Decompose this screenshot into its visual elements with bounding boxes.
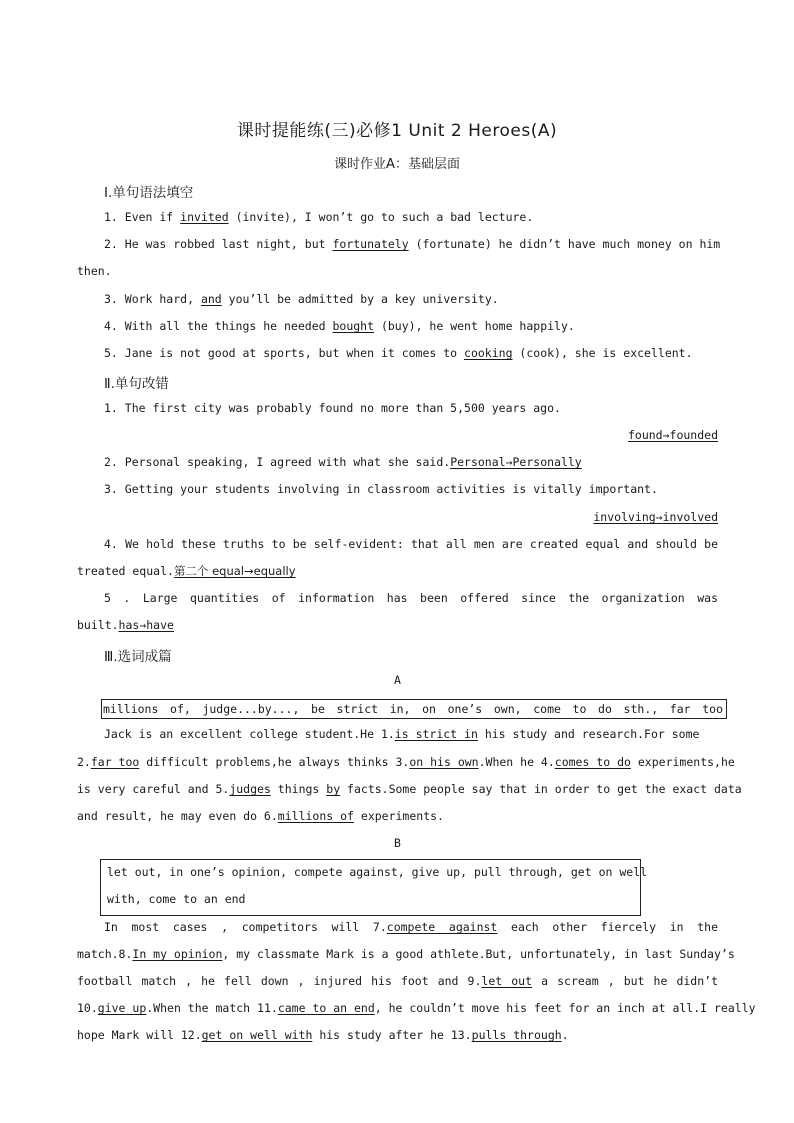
part-a-label: A [394, 673, 401, 687]
s2-item-2: 2. Personal speaking, I agreed with what she said.Personal→Personally [104, 455, 582, 469]
part-b-word-list-1: let out, in one’s opinion, compete against, give up, pull through, get on well [107, 865, 648, 879]
part-b-word-box [100, 859, 648, 916]
part-b-line-3: football match , he fell down , injured his foot and 9.let out a scream , but he didn’t [77, 974, 718, 988]
part-a-word-box [101, 699, 727, 719]
part-a-word-list: millions of, judge...by..., be strict in, on one’s own, come to do sth., far too [103, 702, 723, 716]
s1-item-3: 3. Work hard, and you’ll be admitted by a key university. [104, 292, 499, 306]
s1-item-4: 4. With all the things he needed bought (buy), he went home happily. [104, 319, 575, 333]
part-b-line-5: hope Mark will 12.get on well with his study after he 13.pulls through. [77, 1028, 569, 1042]
page-subtitle: 课时作业A：基础层面 [334, 157, 460, 172]
s1-item-1: 1. Even if invited (invite), I won’t go to such a bad lecture. [104, 210, 534, 224]
part-a-line-4: and result, he may even do 6.millions of experiments. [77, 809, 444, 823]
part-b-label: B [394, 836, 401, 850]
s1-item-2: 2. He was robbed last night, but fortunately (fortunate) he didn’t have much money on him [104, 237, 721, 251]
answer: fortunately [332, 237, 409, 251]
s2-item-1-answer: found→founded [627, 428, 718, 442]
answer: 第二个 equal→equally [173, 564, 296, 578]
part-a-line-2: 2.far too difficult problems,he always thinks 3.on his own.When he 4.comes to do experiments,he [77, 755, 735, 769]
part-a-line-1: Jack is an excellent college student.He 1.is strict in his study and research.For some [104, 727, 700, 741]
answer: and [200, 292, 222, 306]
section1-heading: Ⅰ.单句语法填空 [104, 185, 194, 201]
section2-heading: Ⅱ.单句改错 [104, 376, 169, 392]
s2-item-3: 3. Getting your students involving in classroom activities is vitally important. [104, 482, 658, 496]
s2-item-5: 5 . Large quantities of information has been offered since the organization was [104, 591, 718, 605]
answer: invited [180, 210, 229, 224]
s1-item-5: 5. Jane is not good at sports, but when it comes to cooking (cook), she is excellent. [104, 346, 693, 360]
s2-item-3-answer: involving→involved [593, 510, 718, 524]
s2-item-5-cont: built.has→have [77, 618, 174, 632]
s1-item-2-cont: then. [77, 264, 112, 278]
part-b-line-4: 10.give up.When the match 11.came to an end, he couldn’t move his feet for an inch at all.I really [77, 1001, 756, 1015]
s2-item-4-cont: treated equal.第二个 equal→equally [77, 564, 296, 578]
page-title: 课时提能练(三)必修1 Unit 2 Heroes(A) [236, 121, 558, 141]
section3-heading: Ⅲ.选词成篇 [104, 649, 172, 665]
s2-item-4: 4. We hold these truths to be self-evident: that all men are created equal and should be [104, 537, 718, 551]
s2-item-1: 1. The first city was probably found no more than 5,500 years ago. [104, 401, 561, 415]
answer: Personal→Personally [450, 455, 582, 469]
part-b-line-1: In most cases , competitors will 7.compete against each other fiercely in the [104, 920, 718, 934]
part-b-word-list-2: with, come to an end [107, 892, 246, 906]
part-a-line-3: is very careful and 5.judges things by facts.Some people say that in order to get the exact data [77, 782, 742, 796]
answer: bought [332, 319, 375, 333]
part-b-line-2: match.8.In my opinion, my classmate Mark is a good athlete.But, unfortunately, in last Sunday’s [77, 947, 735, 961]
answer: has→have [118, 618, 174, 632]
answer: cooking [464, 346, 513, 360]
